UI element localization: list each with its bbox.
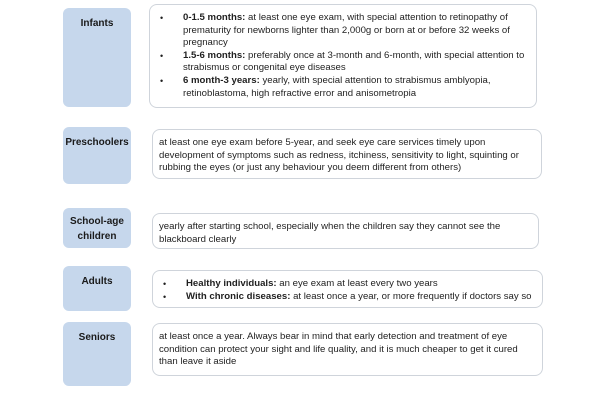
adults-box xyxy=(152,270,543,308)
seniors-label: Seniors xyxy=(63,322,131,386)
bullet-icon: • xyxy=(160,13,164,23)
item-text: preferably once at 3-month and 6-month, with special attention to strabismus or congenital eye diseases xyxy=(183,49,525,74)
infants-list xyxy=(150,5,536,100)
list-item xyxy=(150,75,528,100)
school-age-label-line1: School-age xyxy=(70,216,124,227)
bullet-icon: • xyxy=(163,291,167,302)
item-text: at least one eye exam, with special attention to retinopathy of prematurity for newborns lighter than 2,000g or born at or before 32 weeks of pregnancy xyxy=(183,12,510,49)
item-term: 6 month-3 years: xyxy=(183,74,260,86)
item-term: 0-1.5 months: xyxy=(183,12,246,23)
list-item xyxy=(150,12,528,50)
infants-label: Infants xyxy=(63,8,131,107)
school-age-box: yearly after starting school, especially when the children say they cannot see the blackboard clearly xyxy=(152,213,539,249)
item-text: at least once a year, or more frequently if doctors say so xyxy=(290,290,532,302)
item-term: 1.5-6 months: xyxy=(183,49,246,61)
bullet-icon: • xyxy=(163,279,167,289)
adults-label: Adults xyxy=(63,266,131,311)
preschoolers-box: at least one eye exam before 5-year, and seek eye care services timely upon development of symptoms such as redness, itchiness, sensitivity to light, squinting or rubbing the eyes (or just any behaviour you deem different from others) xyxy=(152,129,542,179)
list-item xyxy=(150,50,528,75)
school-age-label xyxy=(63,208,131,248)
item-text: yearly, with special attention to strabismus amblyopia, retinoblastoma, high refractive error and anisometropia xyxy=(183,74,491,99)
bullet-icon: • xyxy=(160,75,164,86)
school-age-label-line2: children xyxy=(77,231,117,242)
item-term: Healthy individuals: xyxy=(186,278,277,289)
item-term: With chronic diseases: xyxy=(186,290,291,302)
item-text: an eye exam at least every two years xyxy=(276,278,438,289)
bullet-icon: • xyxy=(160,50,164,61)
seniors-box: at least once a year. Always bear in mind that early detection and treatment of eye condition can protect your sight and life quality, and it is much cheaper to get it cured than leave it aside xyxy=(152,323,543,376)
adults-list xyxy=(153,271,542,303)
list-item xyxy=(153,291,534,304)
preschoolers-label: Preschoolers xyxy=(63,127,131,184)
infants-box xyxy=(149,4,537,108)
list-item xyxy=(153,278,534,291)
